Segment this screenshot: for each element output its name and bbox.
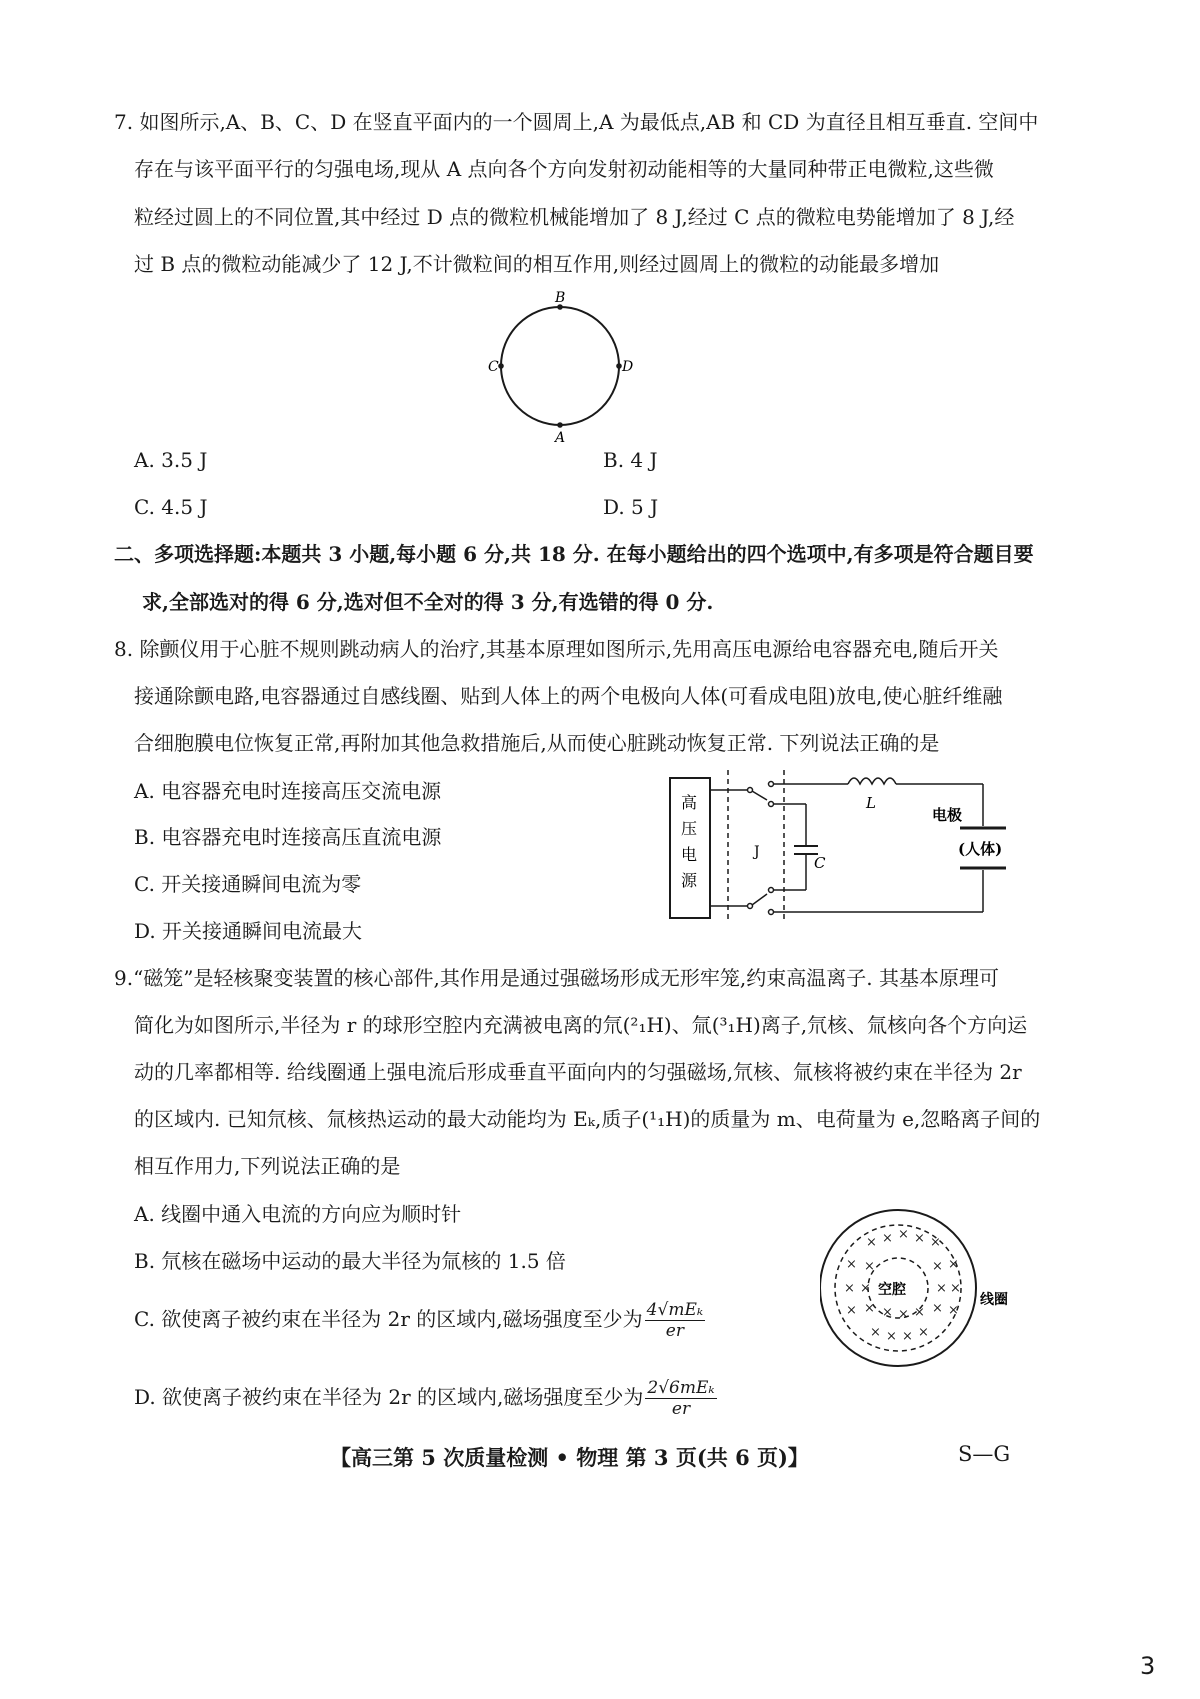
field-cross-mark: × (870, 1325, 881, 1340)
q9-option-b[interactable]: B. 氘核在磁场中运动的最大半径为氚核的 1.5 倍 (134, 1249, 566, 1273)
field-cross-mark: × (882, 1231, 893, 1246)
field-cross-mark: × (936, 1281, 947, 1296)
field-cross-mark: × (948, 1257, 959, 1272)
inductor-label: L (866, 794, 876, 812)
field-cross-mark: × (932, 1301, 943, 1316)
q9-option-c-text: C. 欲使离子被约束在半径为 2r 的区域内,磁场强度至少为 (134, 1307, 643, 1331)
field-cross-mark: × (886, 1329, 897, 1344)
q9-line-1: 9.“磁笼”是轻核聚变装置的核心部件,其作用是通过强磁场形成无形牢笼,约束高温离子. 其基本原理可 (114, 966, 999, 990)
q7-option-b[interactable]: B. 4 J (603, 448, 658, 472)
label-a: A (555, 430, 566, 446)
electrode-label: 电极 (932, 806, 963, 824)
field-cross-mark: × (864, 1259, 875, 1274)
q8-line-1: 8. 除颤仪用于心脏不规则跳动病人的治疗,其基本原理如图所示,先用高压电源给电容器充电,随后开关 (114, 637, 999, 661)
q9-option-d-fraction: $\frac{\text{2√6mEₖ}}{er}$ (647, 1378, 715, 1419)
field-cross-mark: × (932, 1259, 943, 1274)
cavity-label: 空腔 (878, 1282, 906, 1298)
q7-option-a[interactable]: A. 3.5 J (134, 448, 208, 472)
page-number: 3 (1140, 1652, 1156, 1680)
field-cross-mark: × (948, 1303, 959, 1318)
source-char-2: 压 (681, 819, 698, 838)
label-c: C (488, 359, 499, 375)
field-cross-mark: × (846, 1303, 857, 1318)
q8-option-a[interactable]: A. 电容器充电时连接高压交流电源 (134, 779, 442, 803)
field-cross-mark: × (950, 1281, 961, 1296)
field-cross-mark: × (882, 1305, 893, 1320)
q7-option-d[interactable]: D. 5 J (603, 495, 659, 519)
label-d: D (622, 359, 634, 375)
source-char-3: 电 (681, 845, 698, 864)
q7-line-4: 过 B 点的微粒动能减少了 12 J,不计微粒间的相互作用,则经过圆周上的微粒的动能最多增加 (134, 252, 940, 276)
q7-option-c[interactable]: C. 4.5 J (134, 495, 208, 519)
switch-label: J (754, 844, 760, 860)
q9-option-a[interactable]: A. 线圈中通入电流的方向应为顺时针 (134, 1202, 462, 1226)
source-char-1: 高 (681, 793, 698, 812)
field-cross-mark: × (864, 1301, 875, 1316)
q7-line-1: 7. 如图所示,A、B、C、D 在竖直平面内的一个圆周上,A 为最低点,AB 和 CD 为直径且相互垂直. 空间中 (114, 110, 1039, 134)
section-2-line-1: 二、多项选择题:本题共 3 小题,每小题 6 分,共 18 分. 在每小题给出的四个选项中,有多项是符合题目要 (114, 542, 1034, 566)
q7-line-3: 粒经过圆上的不同位置,其中经过 D 点的微粒机械能增加了 8 J,经过 C 点的微粒电势能增加了 8 J,经 (134, 205, 1015, 229)
q9-option-c-fraction: $\frac{\text{4√mEₖ}}{er}$ (646, 1300, 704, 1341)
field-cross-mark: × (918, 1325, 929, 1340)
q8-option-d[interactable]: D. 开关接通瞬间电流最大 (134, 919, 363, 943)
q7-circle-figure (480, 288, 640, 448)
q7-line-2: 存在与该平面平行的匀强电场,现从 A 点向各个方向发射初动能相等的大量同种带正电微粒,这些微 (134, 157, 994, 181)
field-cross-mark: × (844, 1281, 855, 1296)
field-cross-mark: × (846, 1257, 857, 1272)
q9-line-4: 的区域内. 已知氘核、氚核热运动的最大动能均为 Eₖ,质子(¹₁H)的质量为 m、电荷量为 e,忽略离子间的 (134, 1107, 1041, 1131)
field-cross-mark: × (898, 1227, 909, 1242)
footer-title: 【高三第 5 次质量检测 • 物理 第 3 页(共 6 页)】 (330, 1445, 809, 1470)
field-cross-mark: × (866, 1235, 877, 1250)
q9-line-2: 简化为如图所示,半径为 r 的球形空腔内充满被电离的氘(²₁H)、氚(³₁H)离子,氘核、氚核向各个方向运 (134, 1013, 1028, 1037)
section-2-line-2: 求,全部选对的得 6 分,选对但不全对的得 3 分,有选错的得 0 分. (142, 590, 714, 614)
q9-option-c[interactable] (134, 1300, 705, 1341)
q9-line-3: 动的几率都相等. 给线圈通上强电流后形成垂直平面向内的匀强磁场,氘核、氚核将被约束在半径为 2r (134, 1060, 1022, 1084)
q9-magnetic-cage-figure (820, 1200, 1020, 1380)
field-cross-mark: × (902, 1329, 913, 1344)
field-cross-mark: × (898, 1307, 909, 1322)
q9-option-d-text: D. 欲使离子被约束在半径为 2r 的区域内,磁场强度至少为 (134, 1385, 644, 1409)
field-cross-mark: × (914, 1305, 925, 1320)
field-cross-mark: × (860, 1281, 871, 1296)
q8-line-2: 接通除颤电路,电容器通过自感线圈、贴到人体上的两个电极向人体(可看成电阻)放电,使心脏纤维融 (134, 684, 1003, 708)
label-b: B (555, 290, 566, 306)
source-char-4: 源 (681, 871, 698, 890)
coil-label: 线圈 (980, 1292, 1008, 1308)
field-cross-mark: × (914, 1231, 925, 1246)
q9-option-d[interactable] (134, 1378, 717, 1419)
field-cross-mark: × (930, 1235, 941, 1250)
footer-code: S—G (958, 1442, 1011, 1466)
body-label: (人体) (958, 840, 1003, 858)
capacitor-label: C (814, 854, 826, 872)
q8-option-b[interactable]: B. 电容器充电时连接高压直流电源 (134, 825, 442, 849)
q8-circuit-figure (668, 770, 1028, 930)
q8-line-3: 合细胞膜电位恢复正常,再附加其他急救措施后,从而使心脏跳动恢复正常. 下列说法正确的是 (134, 731, 940, 755)
q9-line-5: 相互作用力,下列说法正确的是 (134, 1154, 401, 1178)
q8-option-c[interactable]: C. 开关接通瞬间电流为零 (134, 872, 362, 896)
